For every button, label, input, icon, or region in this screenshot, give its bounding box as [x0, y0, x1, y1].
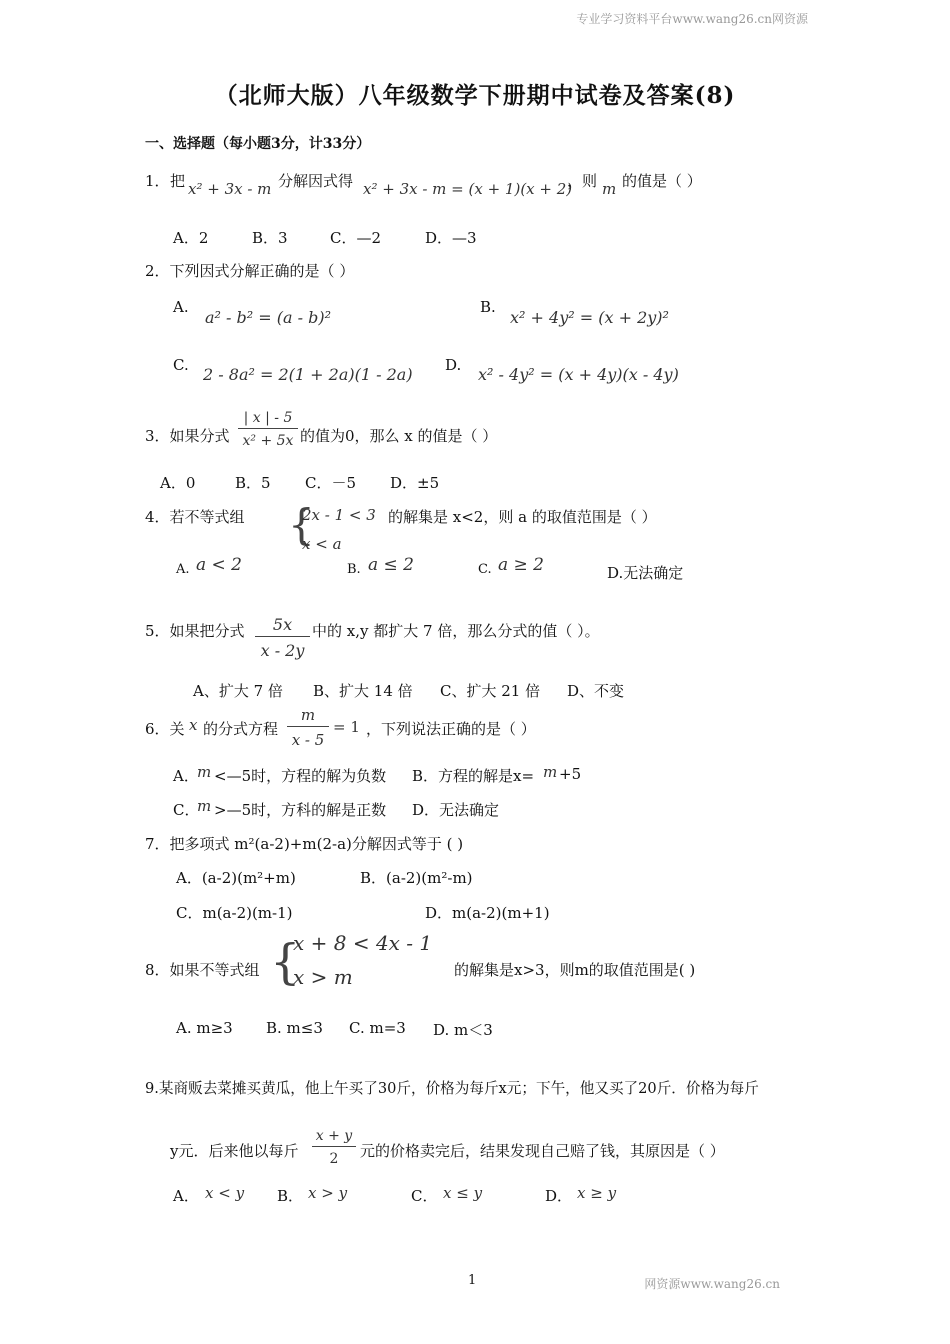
q1-expression: x² + 3x - m: [188, 180, 272, 198]
q4-option-c-expr: a ≥ 2: [498, 555, 545, 575]
q3-post: 的值为0，那么 x 的值是（ ）: [300, 427, 498, 445]
q9-fraction: [312, 1128, 356, 1167]
q6-option-a-pre: A．: [173, 767, 199, 785]
q1-number: 1．: [145, 172, 170, 190]
q6-mid: 的分式方程: [203, 720, 279, 738]
q6-option-c-pre: C．: [173, 801, 200, 819]
q7-stem: 7．把多项式 m²(a-2)+m(2-a)分解因式等于 ( ): [145, 835, 464, 853]
q4-option-d: D.无法确定: [607, 564, 684, 582]
q2-option-b-expr: x² + 4y² = (x + 2y)²: [510, 308, 669, 327]
q2-option-b-label: B.: [480, 298, 496, 316]
q2-option-c-label: C.: [173, 356, 189, 374]
q2-option-d-expr: x² - 4y² = (x + 4y)(x - 4y): [478, 365, 679, 384]
q1-option-a: A．2: [173, 229, 209, 247]
q4-option-c-label: C.: [478, 562, 492, 577]
section-heading: 一、选择题（每小题3分，计33分）: [145, 136, 371, 152]
q7-option-b: B．(a-2)(m²-m): [360, 869, 473, 887]
q5-post: 中的 x,y 都扩大 7 倍，那么分式的值（ ）。: [312, 622, 600, 640]
q6-option-c-var: m: [197, 797, 212, 815]
q3-option-b: B．5: [235, 474, 271, 492]
q4-line-2: x < a: [302, 535, 342, 553]
q6-equals: = 1: [333, 718, 360, 736]
q8-option-c: C. m=3: [349, 1019, 406, 1037]
q9-option-b-expr: x > y: [308, 1184, 348, 1202]
q8-line-2: x > m: [293, 965, 353, 989]
q7-option-a: A．(a-2)(m²+m): [176, 869, 296, 887]
q6-fraction: [287, 706, 329, 749]
q3-fraction: [238, 410, 298, 449]
q6-option-a-text: <—5时，方程的解为负数: [214, 767, 387, 785]
q5-option-a: A、扩大 7 倍: [193, 682, 283, 700]
q1-option-b: B．3: [252, 229, 288, 247]
q9-option-a-expr: x < y: [205, 1184, 245, 1202]
q6-denominator: x - 5: [291, 731, 325, 749]
page-number: 1: [468, 1273, 477, 1288]
q5-option-c: C、扩大 21 倍: [440, 682, 541, 700]
page-title: （北师大版）八年级数学下册期中试卷及答案(8): [214, 82, 736, 109]
q8-post: 的解集是x>3，则m的取值范围是( ): [454, 961, 696, 979]
q4-pre: 4．若不等式组: [145, 508, 245, 526]
q9-option-a-label: A．: [173, 1187, 199, 1205]
q3-denominator: x² + 5x: [242, 433, 294, 449]
q3-option-a: A．0: [160, 474, 196, 492]
q1-option-d: D．—3: [425, 229, 477, 247]
q8-option-d: D. m＜3: [433, 1021, 493, 1039]
q1-var: m: [602, 180, 617, 198]
footer-watermark: 网资源www.wang26.cn: [644, 1277, 780, 1291]
q5-option-d: D、不变: [567, 682, 625, 700]
q6-option-b-pre: B．方程的解是x=: [412, 767, 535, 785]
q9-denominator: 2: [329, 1151, 339, 1167]
q6-numerator: m: [287, 706, 329, 727]
q6-option-a-var: m: [197, 763, 212, 781]
q8-option-b: B. m≤3: [266, 1019, 323, 1037]
q9-pre: y元．后来他以每斤: [170, 1142, 299, 1160]
q9-option-c-label: C．: [411, 1187, 438, 1205]
q5-numerator: 5x: [255, 615, 310, 637]
q3-option-c: C．－5: [305, 474, 357, 492]
q4-line-1: 2x - 1 < 3: [302, 506, 376, 524]
q2-option-a-label: A.: [173, 298, 189, 316]
q4-post: 的解集是 x<2，则 a 的取值范围是（ ）: [388, 508, 657, 526]
q6-post: ，下列说法正确的是（ ）: [366, 720, 536, 738]
q6-option-b-text: +5: [559, 765, 582, 783]
q3-pre: 3．如果分式: [145, 427, 230, 445]
q9-option-d-expr: x ≥ y: [577, 1184, 617, 1202]
q4-option-b-expr: a ≤ 2: [368, 555, 415, 575]
q2-stem: 2．下列因式分解正确的是（ ）: [145, 262, 355, 280]
q9-numerator: x + y: [312, 1128, 356, 1147]
q1-mid: 分解因式得: [278, 172, 354, 190]
q9-line-1: 9.某商贩去菜摊买黄瓜，他上午买了30斤，价格为每斤x元；下午，他又买了20斤．价格为每斤: [145, 1080, 759, 1097]
q3-option-d: D．±5: [390, 474, 440, 492]
q9-option-d-label: D．: [545, 1187, 573, 1205]
q4-brace: {: [288, 500, 315, 549]
q8-line-1: x + 8 < 4x - 1: [293, 931, 433, 955]
q1-option-c: C．—2: [330, 229, 382, 247]
q6-var: x: [189, 716, 198, 734]
q2-option-d-label: D.: [445, 356, 462, 374]
q8-brace: {: [270, 934, 301, 990]
q2-option-c-expr: 2 - 8a² = 2(1 + 2a)(1 - 2a): [203, 365, 413, 384]
q5-denominator: x - 2y: [260, 641, 305, 660]
q6-option-b-var: m: [543, 763, 558, 781]
q6-pre: 6．关: [145, 720, 185, 738]
q7-option-c: C．m(a-2)(m-1): [176, 904, 293, 922]
q1-equation: x² + 3x - m = (x + 1)(x + 2): [363, 180, 573, 198]
q5-option-b: B、扩大 14 倍: [313, 682, 413, 700]
q1-ba: 把: [170, 172, 186, 190]
q5-pre: 5．如果把分式: [145, 622, 245, 640]
q9-option-b-label: B．: [277, 1187, 304, 1205]
q6-option-d: D．无法确定: [412, 801, 500, 819]
q8-pre: 8．如果不等式组: [145, 961, 260, 979]
q3-numerator: | x | - 5: [238, 410, 298, 429]
q9-post: 元的价格卖完后，结果发现自己赔了钱，其原因是（ ）: [360, 1142, 725, 1160]
q4-option-a-label: A.: [176, 562, 190, 577]
q5-fraction: [255, 615, 310, 660]
header-watermark: 专业学习资料平台www.wang26.cn网资源: [576, 12, 808, 26]
q1-then: ，则: [567, 172, 598, 190]
q2-option-a-expr: a² - b² = (a - b)²: [205, 308, 332, 327]
q7-option-d: D．m(a-2)(m+1): [425, 904, 550, 922]
q4-option-b-label: B.: [347, 562, 361, 577]
q9-option-c-expr: x ≤ y: [443, 1184, 483, 1202]
q6-option-c-text: >—5时，方科的解是正数: [214, 801, 387, 819]
q1-end: 的值是（ ）: [622, 172, 702, 190]
q4-option-a-expr: a < 2: [196, 555, 243, 575]
q8-option-a: A. m≥3: [176, 1019, 233, 1037]
